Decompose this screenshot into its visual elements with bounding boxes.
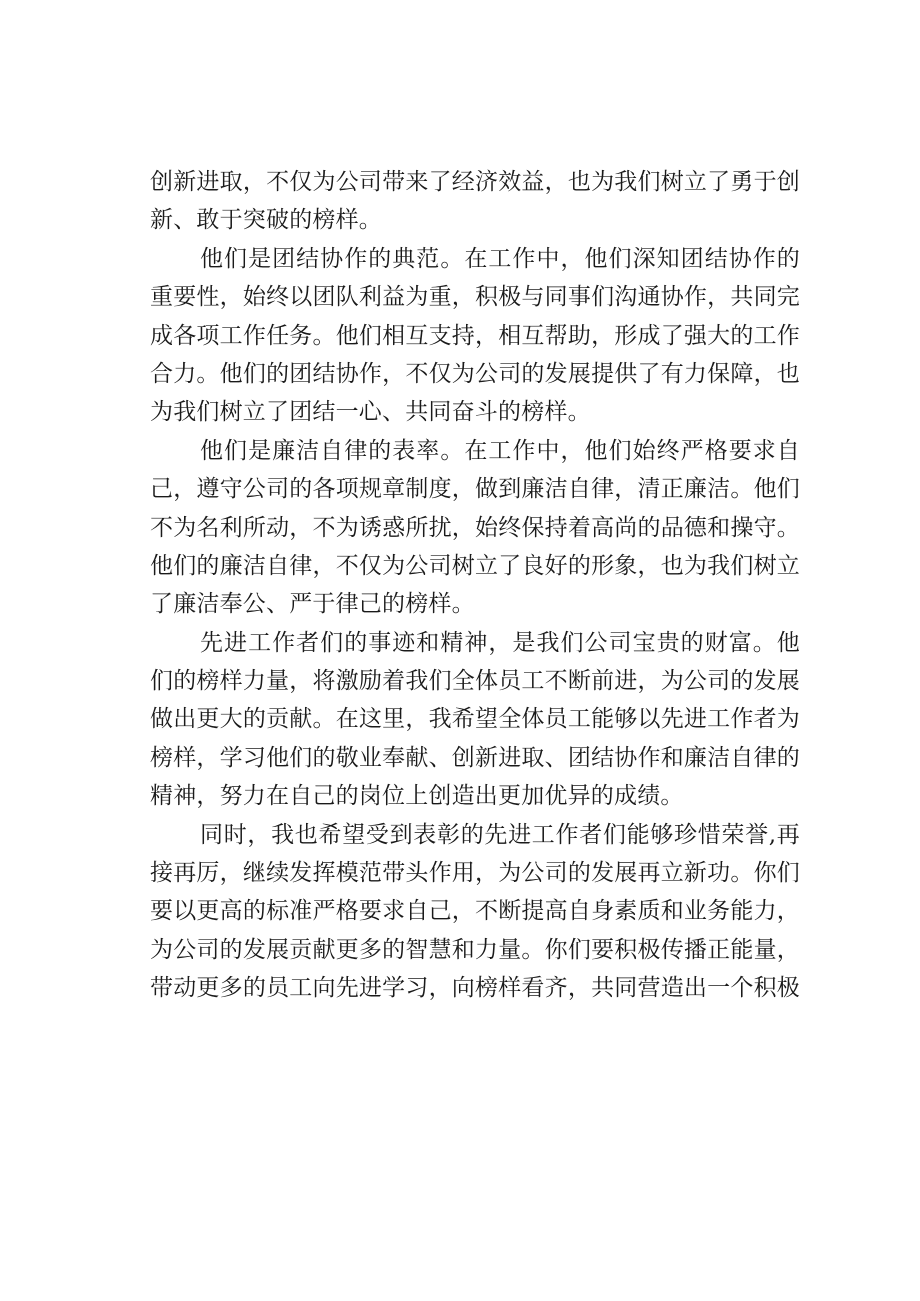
paragraph-first-line: 他们是团结协作的典范。在工作中，他们深知团结协作的 (200, 245, 800, 272)
document-body (150, 163, 800, 1008)
text-line: 创新进取，不仅为公司带来了经济效益，也为我们树立了勇于创 (150, 169, 800, 195)
text-line: 他们的廉洁自律，不仅为公司树立了良好的形象，也为我们树立 (150, 552, 800, 579)
text-line: 重要性，始终以团队利益为重，积极与同事们沟通协作，共同完 (150, 284, 800, 311)
text-line: 要以更高的标准严格要求自己，不断提高自身素质和业务能力， (150, 898, 800, 925)
text-line: 为我们树立了团结一心、共同奋斗的榜样。 (150, 399, 591, 426)
text-line: 榜样，学习他们的敬业奉献、创新进取、团结协作和廉洁自律的 (150, 744, 800, 771)
text-line: 合力。他们的团结协作，不仅为公司的发展提供了有力保障，也 (150, 360, 800, 387)
text-line: 己，遵守公司的各项规章制度，做到廉洁自律，清正廉洁。他们 (150, 476, 800, 503)
text-line: 们的榜样力量，将激励着我们全体员工不断前进，为公司的发展 (150, 668, 800, 695)
paragraph-first-line: 他们是廉洁自律的表率。在工作中，他们始终严格要求自 (200, 437, 800, 464)
text-line: 接再厉，继续发挥模范带头作用，为公司的发展再立新功。你们 (150, 860, 800, 887)
text-line: 精神，努力在自己的岗位上创造出更加优异的成绩。 (150, 783, 684, 810)
text-line: 新、敢于突破的榜样。 (150, 207, 382, 234)
text-line: 成各项工作任务。他们相互支持，相互帮助，形成了强大的工作 (150, 322, 800, 349)
text-line: 做出更大的贡献。在这里，我希望全体员工能够以先进工作者为 (150, 706, 800, 733)
text-line: 了廉洁奉公、严于律己的榜样。 (150, 591, 475, 618)
text-line: 为公司的发展贡献更多的智慧和力量。你们要积极传播正能量， (150, 936, 800, 963)
paragraph-first-line: 先进工作者们的事迹和精神，是我们公司宝贵的财富。他 (200, 629, 800, 656)
paragraph-first-line: 同时，我也希望受到表彰的先进工作者们能够珍惜荣誉,再 (200, 821, 800, 848)
text-line: 带动更多的员工向先进学习，向榜样看齐，共同营造出一个积极 (150, 975, 800, 1002)
text-line: 不为名利所动，不为诱惑所扰，始终保持着高尚的品德和操守。 (150, 514, 800, 541)
